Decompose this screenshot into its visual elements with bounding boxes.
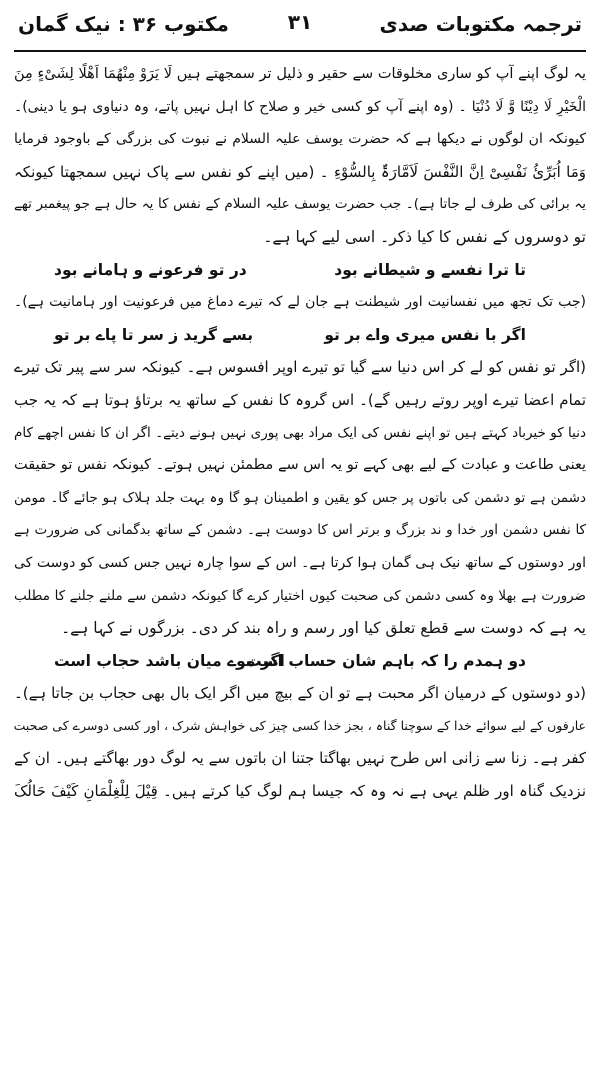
verse-couplet [14,319,586,352]
header-rule [14,50,586,52]
verse-second-hemistich: در تو فرعونے و ہامانے بود [54,260,247,279]
verse-couplet [14,645,586,678]
text-line: (دو دوستوں کے درمیان اگر محبت ہے تو ان کے بیچ میں اگر ایک بال بھی حجاب بن جاتا ہے)۔ [14,684,586,703]
text-line: ضرورت ہے بھلا وہ کسی دشمن کی صحبت کیوں اختیار کرے گا کیونکہ دشمن سے ملنے جلنے کا مطلب [14,587,586,604]
verse-couplet [14,254,586,287]
text-line: وَمَا اُبَرِّئُ نَفْسِیْ اِنَّ النَّفْسَ لَاَمَّارَۃٌ بِالسُّوْءِ ۔ (میں اپنے کو نفس سے پاک نہیں سمجھتا کیونکہ [14,162,586,181]
text-line: کیونکہ ان لوگوں نے دیکھا ہے کہ حضرت یوسف علیہ السلام نے نبوت کی بزرگی کے باوجود فرمایا [14,131,586,148]
text-line: دشمن ہے تو دشمن کی باتوں پر جس کو یقین و اطمینان ہو گا وہ بہت جلد ہلاک ہو جائے گا۔ مومن [14,489,586,506]
text-line: دنیا کو خیرباد کہتے ہیں تو اپنے نفس کی ایک مراد بھی پوری نہیں ہونے دیتے۔ اگر ان کا نفس اچھے کام [14,424,586,441]
text-line: یعنی طاعت و عبادت کے لیے بھی کہے تو یہ اس سے مطمئن نہیں ہوتے۔ کیونکہ نفس تو حقیقت [14,457,586,474]
verse-first-hemistich: اگر با نفس میری واے بر تو [324,325,526,344]
text-line: یہ برائی کی طرف لے جاتا ہے)۔ جب حضرت یوسف علیہ السلام کے نفس کا یہ حال ہے جو پیغمبر تھے [14,196,586,213]
text-line: اور دوستوں کے ساتھ نیک ہی گمان ہوا کرتا ہے۔ اس کے سوا چارہ نہیں جس کسی کو دوست کی [14,554,586,571]
chapter-title: مکتوب ۳۶ : نیک گمان [18,12,229,36]
page-number: ۳۱ [287,10,313,34]
verse-second-hemistich: اگر موے میان باشد حجاب است [54,651,285,670]
text-line: تو دوسروں کے نفس کا کیا ذکر۔ اسی لیے کہا ہے۔ [263,227,586,246]
text-line: کفر ہے۔ زنا سے زانی اس طرح نہیں بھاگتا جتنا ان باتوں سے یہ لوگ دور بھاگتے ہیں۔ ان کے [14,749,586,768]
text-line: الْخَیْرِ لَا دِیْنًا وَّ لَا دُنْیَا ۔ (وہ اپنے آپ کو کسی خیر و صلاح کا اہل نہیں پاتے، وہ دنیاوی ہو یا دینی)۔ [14,98,586,115]
book-title: ترجمہ مکتوبات صدی [379,12,582,36]
verse-second-hemistich: بسے گرید ز سر تا پاے بر تو [54,325,254,344]
verse-first-hemistich: دو ہمدم را کہ باہم شان حساب است [246,651,526,670]
text-line: تمام اعضا تیرے اوپر روتے رہیں گے)۔ اس گروہ کا نفس کے ساتھ یہ برتاؤ ہوتا ہے کہ یہ جب [14,390,586,409]
text-line: کا نفس دشمن اور خدا و ند بزرگ و برتر اس کا دوست ہے۔ دشمن کے ساتھ بدگمانی کی ضرورت ہے [14,522,586,539]
text-line: (اگر تو نفس کو لے کر اس دنیا سے گیا تو تیرے اوپر افسوس ہے۔ کیونکہ سر سے پیر تک تیرے [14,358,586,377]
text-line: عارفوں کے لیے سوائے خدا کے سوچنا گناہ ، بجز خدا کسی چیز کی خواہش شرک ، اور کسی دوسرے کی صحبت [14,717,586,733]
text-line: (جب تک تجھ میں نفسانیت اور شیطنت ہے جان لے کہ تیرے دماغ میں فرعونیت اور ہامانیت ہے)۔ [14,294,586,311]
text-line: نزدیک گناہ اور ظلم یہی ہے نہ وہ کہ جیسا ہم لوگ کیا کرتے ہیں۔ قِیْلَ لِلْغِلْمَانِ کَیْفَ حَالُکَ [14,782,586,801]
text-line: یہ ہے کہ دوست سے قطع تعلق کیا اور رسم و راہ بند کر دی۔ بزرگوں نے کہا ہے۔ [61,619,586,638]
page-body [14,58,586,808]
running-header [18,6,582,50]
verse-first-hemistich: تا ترا نفسے و شیطانے بود [334,260,526,279]
text-line: یہ لوگ اپنے آپ کو ساری مخلوقات سے حقیر و ذلیل تر سمجھتے ہیں لَا یَرَوْ مِنْهُمَا اَهْلًا لِشَیْءٍ مِنَ [14,66,586,82]
